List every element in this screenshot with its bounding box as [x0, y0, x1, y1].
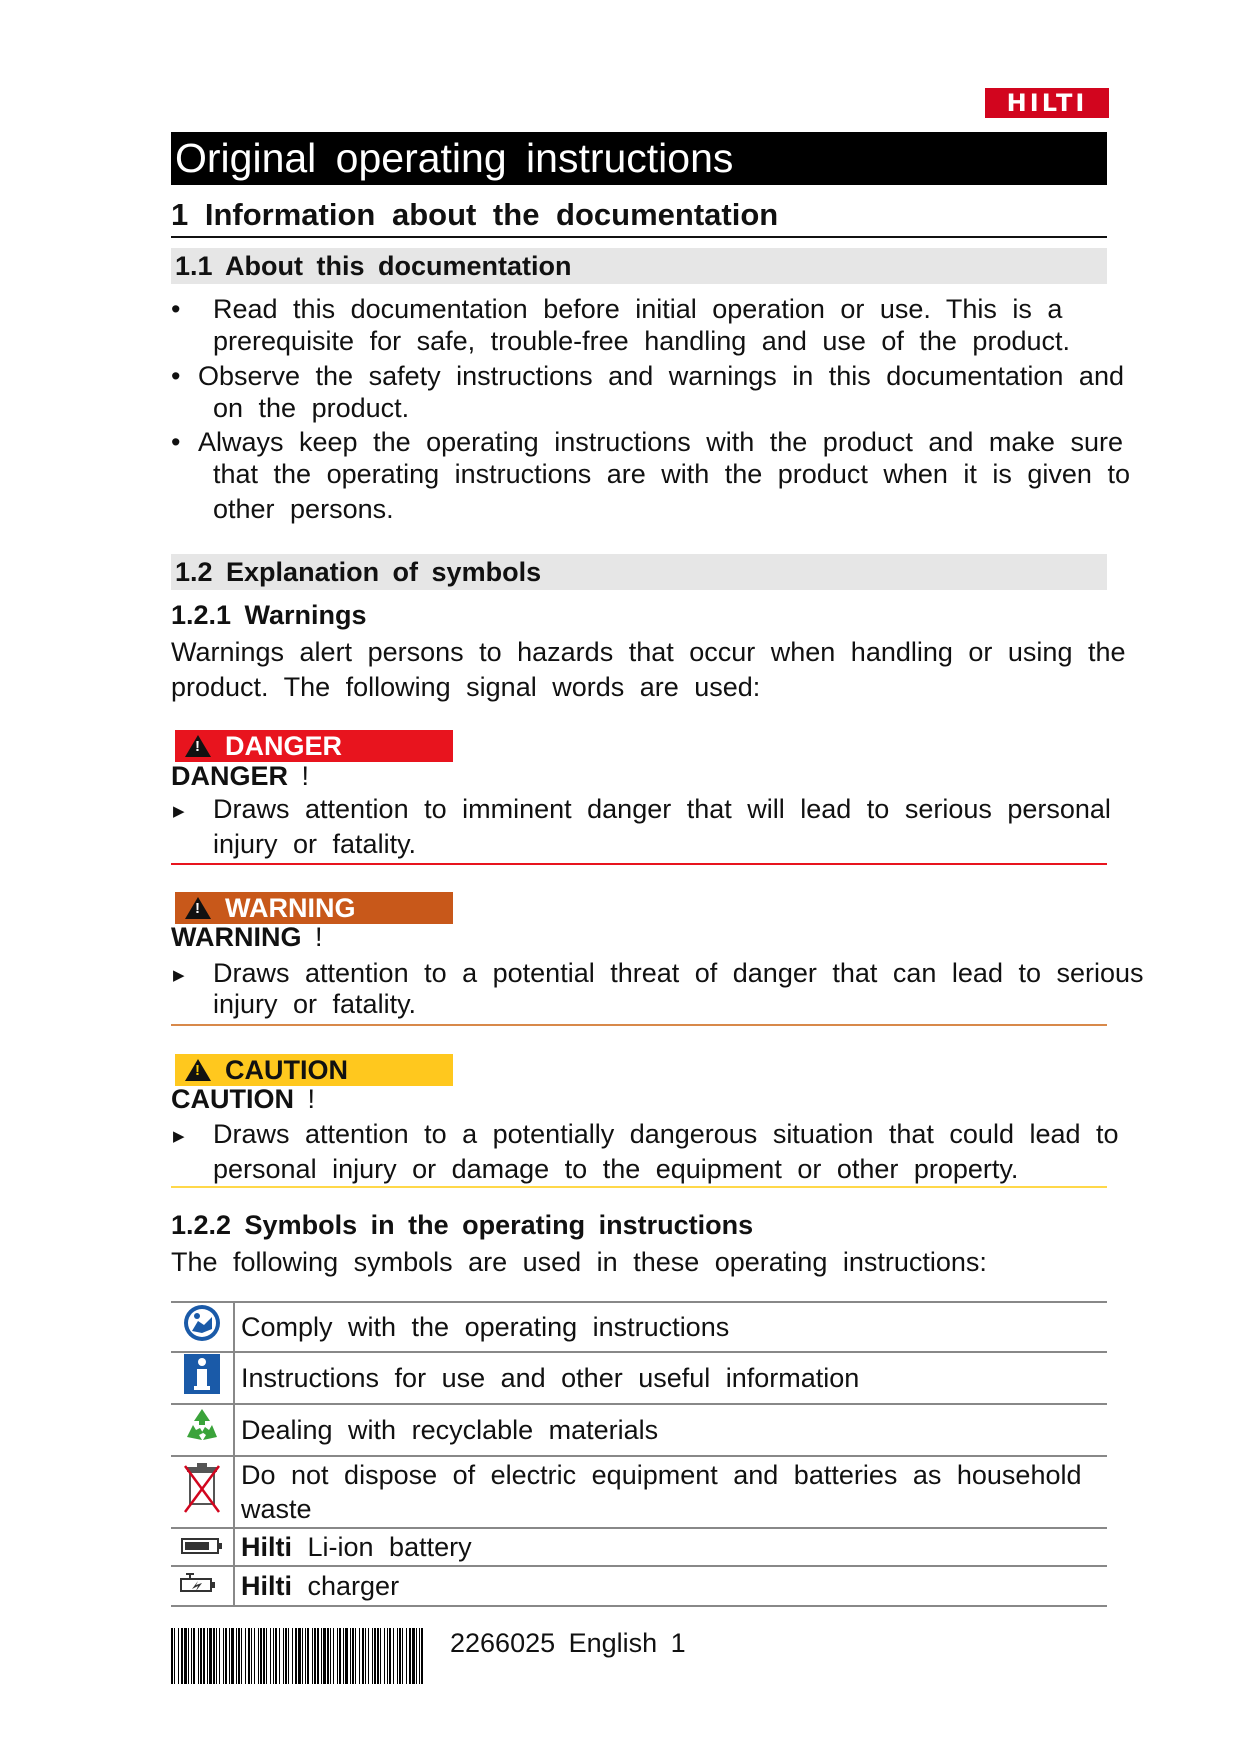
signal-word: WARNING	[171, 922, 302, 952]
section-heading-1-2-1: 1.2.1 Warnings	[171, 600, 367, 630]
table-row	[171, 1456, 1107, 1528]
danger-signal-word	[171, 761, 309, 792]
symbol-description: Instructions for use and other useful information	[234, 1352, 1107, 1404]
barcode-bar	[423, 1628, 426, 1684]
symbol-description	[234, 1456, 1107, 1528]
danger-divider	[171, 863, 1107, 865]
bullet-dot: •	[171, 361, 181, 391]
symbol-text: Li-ion battery	[307, 1532, 472, 1562]
section-heading-1-2: 1.2 Explanation of symbols	[171, 554, 1107, 590]
table-row	[171, 1566, 1107, 1606]
table-row	[171, 1528, 1107, 1566]
signal-mark: !	[315, 922, 323, 952]
bullet-text-line: prerequisite for safe, trouble-free handling and use of the product.	[213, 326, 1070, 356]
icon-cell	[171, 1566, 234, 1606]
warning-signal-word	[171, 922, 323, 953]
caution-divider	[171, 1186, 1107, 1188]
bullet-text-line: on the product.	[213, 393, 410, 423]
symbols-intro: The following symbols are used in these operating instructions:	[171, 1247, 987, 1277]
table-row	[171, 1302, 1107, 1352]
warning-desc-line: injury or fatality.	[213, 989, 417, 1019]
signal-word: DANGER	[171, 761, 289, 791]
icon-cell	[171, 1302, 234, 1352]
signal-mark: !	[307, 1084, 316, 1114]
bullet-dot: •	[171, 294, 181, 324]
danger-desc-line: Draws attention to imminent danger that will lead to serious personal	[213, 794, 1111, 824]
caution-badge	[175, 1054, 453, 1086]
symbol-description	[234, 1566, 1107, 1606]
warning-badge-label: WARNING	[225, 893, 356, 923]
symbols-table	[171, 1301, 1107, 1607]
icon-cell	[171, 1404, 234, 1456]
arrow-bullet-icon: ▶	[173, 1128, 185, 1145]
charger-icon	[180, 1571, 224, 1595]
bullet-text-line: Always keep the operating instructions with the product and make sure	[198, 427, 1123, 457]
danger-desc-line: injury or fatality.	[213, 829, 417, 859]
list-item	[171, 292, 1131, 362]
recycle-icon	[181, 1405, 223, 1447]
signal-word: CAUTION	[171, 1084, 294, 1114]
list-item	[171, 359, 1131, 429]
page-title: Original operating instructions	[171, 132, 1107, 185]
warning-triangle-icon	[185, 1059, 211, 1081]
bullet-dot: •	[171, 427, 181, 457]
bullet-text-line: Read this documentation before initial operation or use. This is a	[213, 294, 1063, 324]
list-item	[171, 425, 1131, 535]
crossed-bin-icon	[182, 1460, 222, 1516]
hilti-logo-text: HILTI	[1006, 89, 1088, 117]
info-icon	[182, 1353, 222, 1395]
arrow-bullet-icon: ▶	[173, 967, 185, 984]
brand-name: Hilti	[241, 1571, 292, 1601]
bullet-text-line: other persons.	[213, 494, 394, 524]
battery-icon	[181, 1536, 223, 1556]
warning-triangle-icon	[185, 897, 211, 919]
footer-document-number: 2266025 English 1	[450, 1628, 686, 1658]
signal-mark: !	[301, 761, 310, 791]
icon-cell	[171, 1528, 234, 1566]
symbol-description: Comply with the operating instructions	[234, 1302, 1107, 1352]
table-row	[171, 1352, 1107, 1404]
bullet-text-line: that the operating instructions are with the product when it is given to	[213, 459, 1130, 489]
intro-text-line: product. The following signal words are used:	[171, 672, 761, 702]
danger-badge	[175, 730, 453, 762]
hilti-logo	[985, 88, 1109, 118]
warning-badge	[175, 892, 453, 924]
symbol-description-line: Do not dispose of electric equipment and batteries as household	[241, 1460, 1082, 1490]
icon-cell	[171, 1352, 234, 1404]
table-row	[171, 1404, 1107, 1456]
intro-text-line: Warnings alert persons to hazards that occur when handling or using the	[171, 637, 1126, 667]
section-heading-1: 1 Information about the documentation	[171, 196, 1107, 238]
barcode-image	[171, 1628, 427, 1684]
danger-badge-label: DANGER	[225, 731, 343, 761]
read-manual-icon	[182, 1303, 222, 1343]
symbol-description-line: waste	[241, 1494, 312, 1524]
arrow-bullet-icon: ▶	[173, 803, 185, 820]
caution-desc-line: Draws attention to a potentially dangerous situation that could lead to	[213, 1119, 1119, 1149]
warning-divider	[171, 1024, 1107, 1026]
caution-signal-word	[171, 1084, 315, 1115]
caution-badge-label: CAUTION	[225, 1055, 348, 1085]
section-heading-1-1: 1.1 About this documentation	[171, 248, 1107, 284]
brand-name: Hilti	[241, 1532, 292, 1562]
warning-triangle-icon	[185, 735, 211, 757]
symbol-description	[234, 1528, 1107, 1566]
warning-desc-line: Draws attention to a potential threat of danger that can lead to serious	[213, 958, 1144, 988]
section-heading-1-2-2: 1.2.2 Symbols in the operating instructions	[171, 1210, 754, 1240]
icon-cell	[171, 1456, 234, 1528]
caution-desc-line: personal injury or damage to the equipment or other property.	[213, 1154, 1019, 1184]
symbol-text: charger	[307, 1571, 400, 1601]
symbol-description: Dealing with recyclable materials	[234, 1404, 1107, 1456]
bullet-text-line: Observe the safety instructions and warnings in this documentation and	[198, 361, 1124, 391]
